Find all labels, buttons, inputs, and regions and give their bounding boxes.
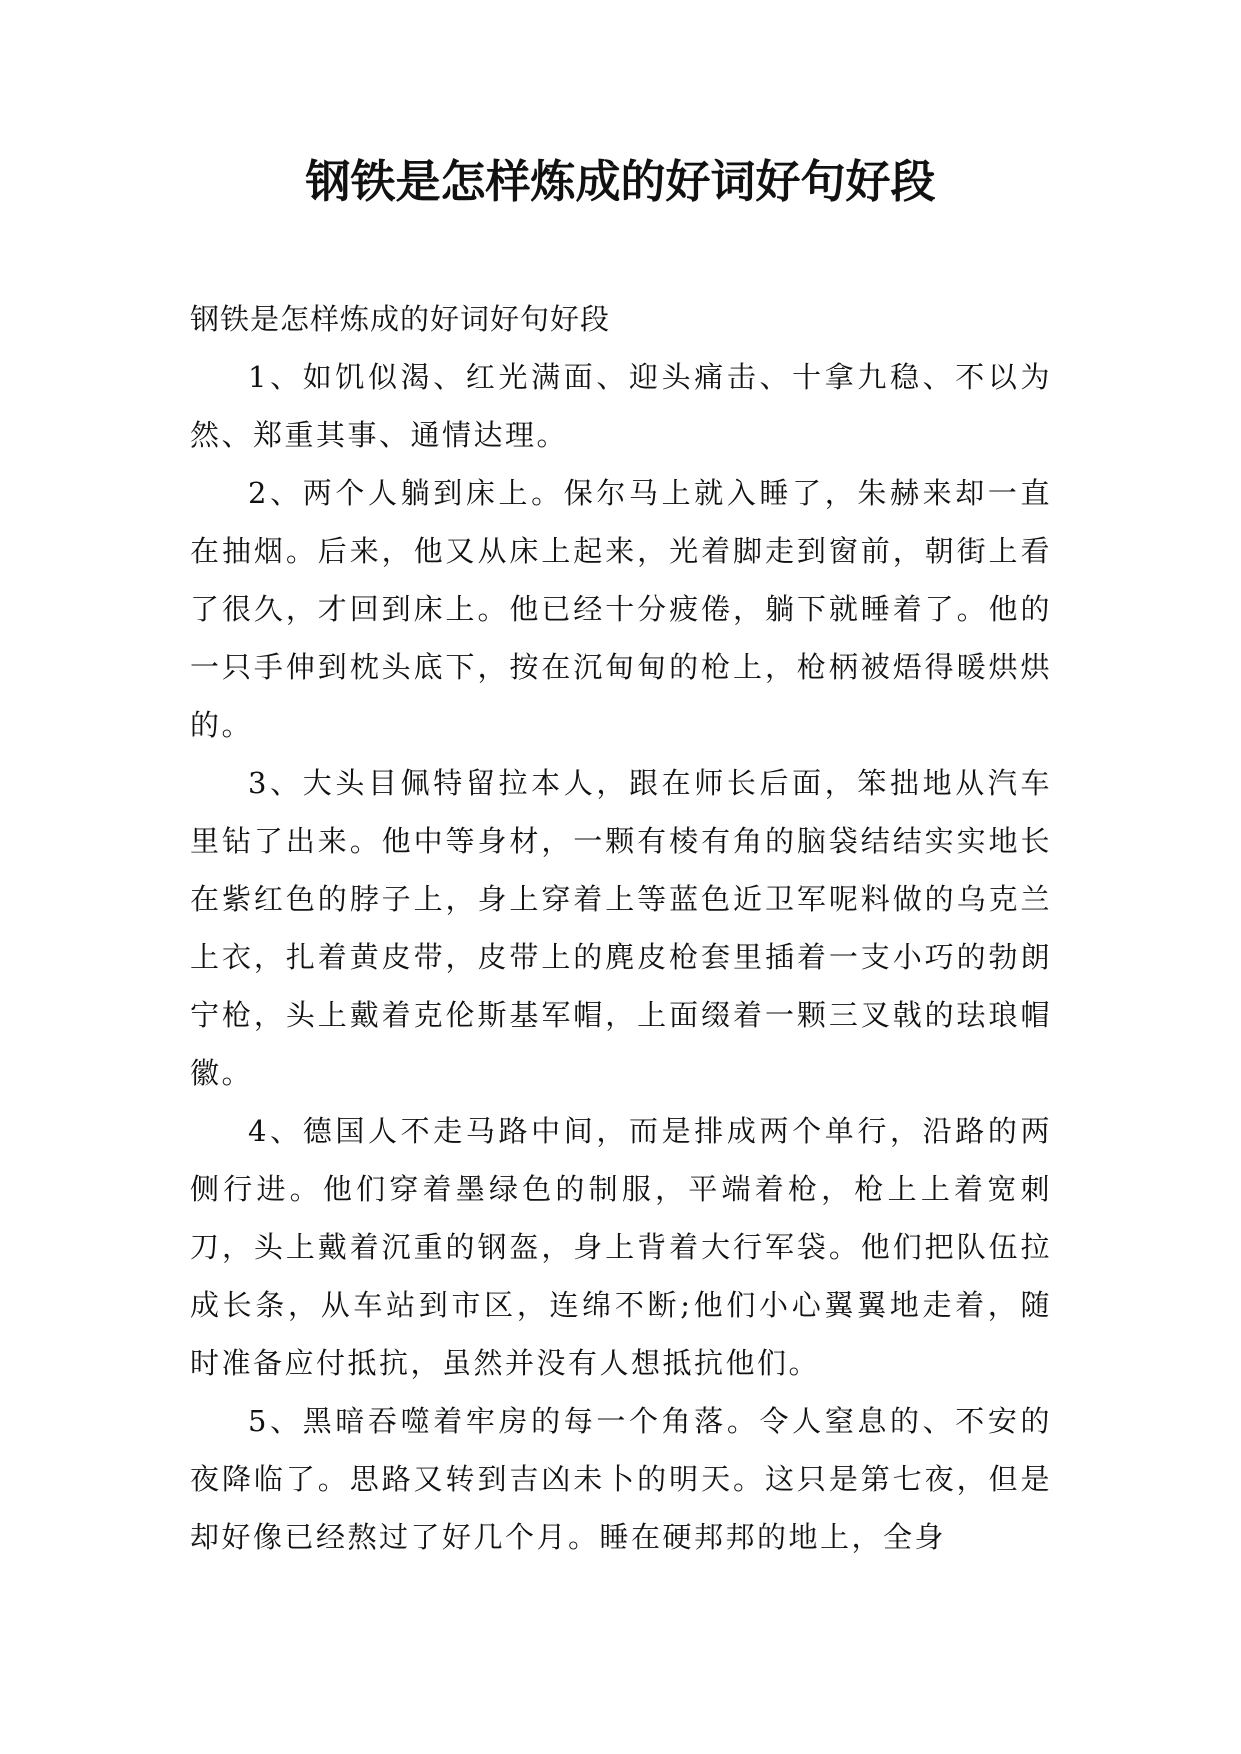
paragraph-3: 3、大头目佩特留拉本人，跟在师长后面，笨拙地从汽车里钻了出来。他中等身材，一颗有棱有角的脑袋结结实实地长在紫红色的脖子上，身上穿着上等蓝色近卫军呢料做的乌克兰上衣，扎着黄皮带，皮带上的麂皮枪套里插着一支小巧的勃朗宁枪，头上戴着克伦斯基军帽，上面缀着一颗三叉戟的珐琅帽徽。 (190, 766, 1052, 1090)
document-title: 钢铁是怎样炼成的好词好句好段 (305, 155, 936, 208)
paragraph-5: 5、黑暗吞噬着牢房的每一个角落。令人窒息的、不安的夜降临了。思路又转到吉凶未卜的明天。这只是第七夜，但是却好像已经熬过了好几个月。睡在硬邦邦的地上，全身 (190, 1404, 1052, 1554)
document-subtitle: 钢铁是怎样炼成的好词好句好段 (190, 302, 611, 336)
paragraph-2: 2、两个人躺到床上。保尔马上就入睡了，朱赫来却一直在抽烟。后来，他又从床上起来，光着脚走到窗前，朝街上看了很久，才回到床上。他已经十分疲倦，躺下就睡着了。他的一只手伸到枕头底下，按在沉甸甸的枪上，枪柄被焐得暖烘烘的。 (190, 476, 1052, 742)
paragraph-1: 1、如饥似渴、红光满面、迎头痛击、十拿九稳、不以为然、郑重其事、通情达理。 (190, 360, 1052, 452)
paragraph-4: 4、德国人不走马路中间，而是排成两个单行，沿路的两侧行进。他们穿着墨绿色的制服，平端着枪，枪上上着宽刺刀，头上戴着沉重的钢盔，身上背着大行军袋。他们把队伍拉成长条，从车站到市区，连绵不断;他们小心翼翼地走着，随时准备应付抵抗，虽然并没有人想抵抗他们。 (190, 1114, 1052, 1380)
document-body (190, 290, 1052, 1566)
